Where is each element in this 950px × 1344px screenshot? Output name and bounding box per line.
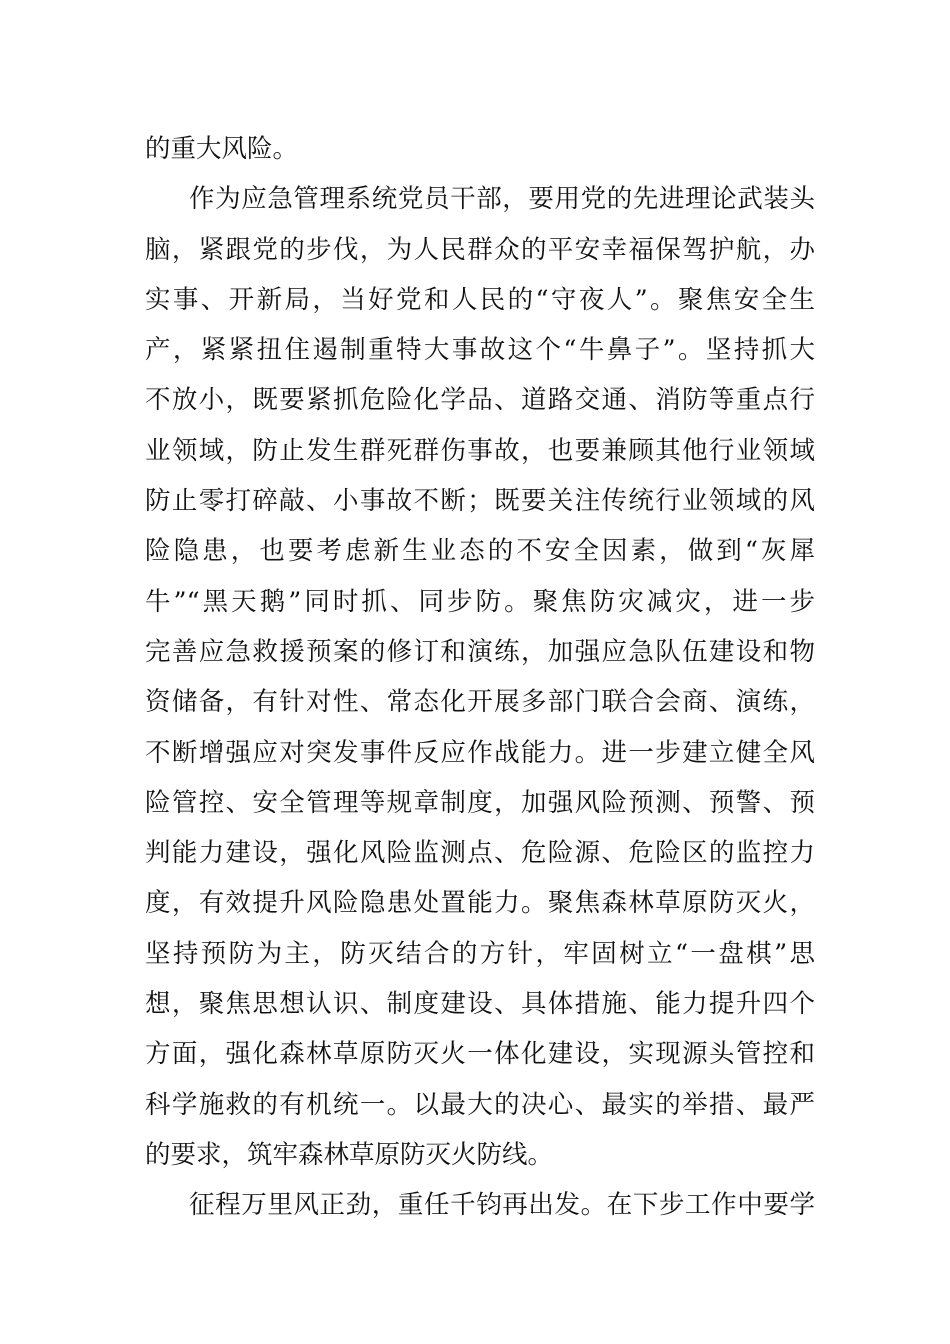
text-line-8: 防止零打碎敲、小事故不断；既要关注传统行业领域的风 (145, 486, 815, 517)
text-line-22: 征程万里风正劲，重任千钧再出发。在下步工作中要学 (189, 1190, 815, 1221)
text-line-3: 脑，紧跟党的步伐，为人民群众的平安幸福保驾护航，办 (145, 234, 815, 265)
text-line-17: 坚持预防为主，防灭结合的方针，牢固树立“一盘棋”思 (145, 938, 815, 969)
text-line-4: 实事、开新局，当好党和人民的“守夜人”。聚焦安全生 (145, 284, 815, 315)
text-line-12: 资储备，有针对性、常态化开展多部门联合会商、演练， (145, 687, 815, 718)
text-line-21: 的要求，筑牢森林草原防灭火防线。 (145, 1139, 554, 1170)
text-line-20: 科学施救的有机统一。以最大的决心、最实的举措、最严 (145, 1089, 815, 1120)
text-line-15: 判能力建设，强化风险监测点、危险源、危险区的监控力 (145, 838, 815, 869)
text-line-2: 作为应急管理系统党员干部，要用党的先进理论武装头 (189, 184, 815, 215)
text-line-7: 业领域，防止发生群死群伤事故，也要兼顾其他行业领域 (145, 435, 815, 466)
text-line-6: 不放小，既要紧抓危险化学品、道路交通、消防等重点行 (145, 385, 815, 416)
text-line-13: 不断增强应对突发事件反应作战能力。进一步建立健全风 (145, 737, 815, 768)
text-line-10: 牛”“黑天鹅”同时抓、同步防。聚焦防灾减灾，进一步 (145, 586, 815, 617)
text-line-16: 度，有效提升风险隐患处置能力。聚焦森林草原防灭火， (145, 888, 815, 919)
text-line-1: 的重大风险。 (145, 134, 299, 164)
text-line-11: 完善应急救援预案的修订和演练，加强应急队伍建设和物 (145, 636, 815, 667)
text-line-9: 险隐患，也要考虑新生业态的不安全因素，做到“灰犀 (145, 536, 815, 567)
text-line-5: 产，紧紧扭住遏制重特大事故这个“牛鼻子”。坚持抓大 (145, 335, 815, 366)
document-body (145, 124, 815, 1231)
text-line-14: 险管控、安全管理等规章制度，加强风险预测、预警、预 (145, 787, 815, 818)
text-line-19: 方面，强化森林草原防灭火一体化建设，实现源头管控和 (145, 1039, 815, 1070)
text-line-18: 想，聚焦思想认识、制度建设、具体措施、能力提升四个 (145, 989, 815, 1020)
